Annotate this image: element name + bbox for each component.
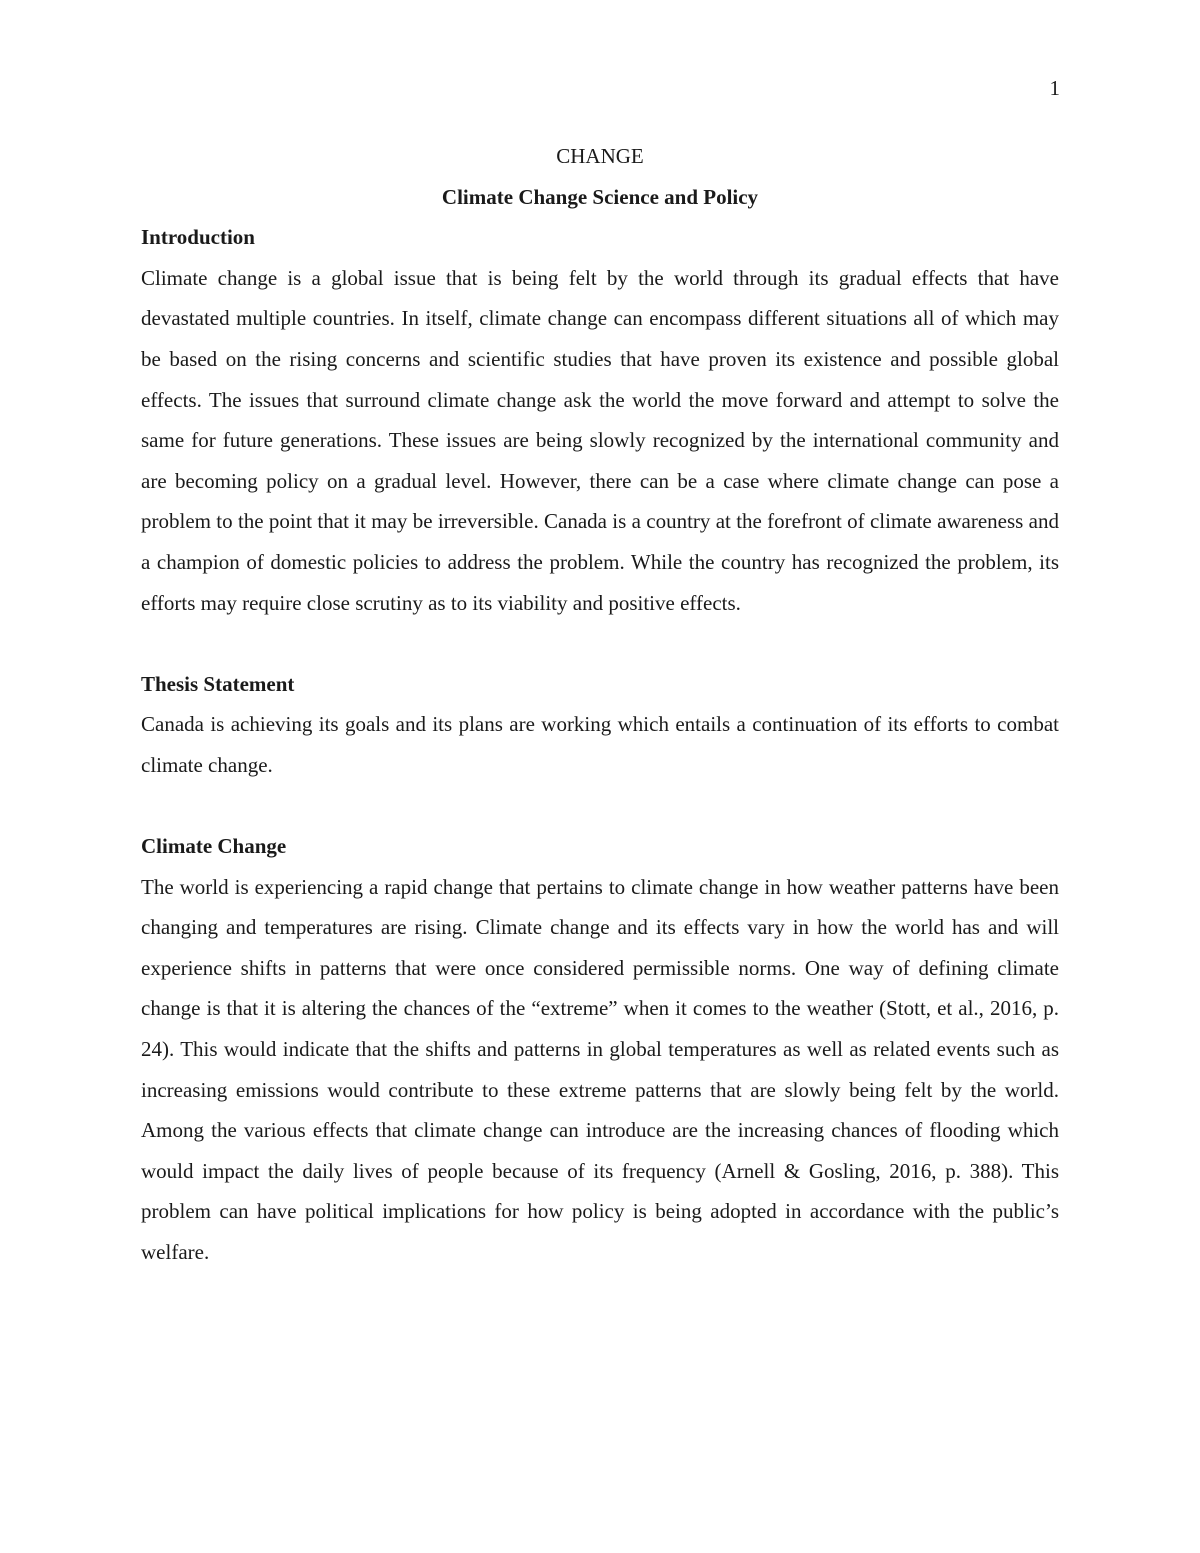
thesis-heading: Thesis Statement — [141, 671, 295, 696]
introduction-heading: Introduction — [141, 225, 255, 250]
page-number: 1 — [1049, 76, 1060, 100]
document-title: Climate Change Science and Policy — [441, 184, 759, 209]
document-body — [141, 136, 1059, 1273]
running-title: CHANGE — [556, 144, 644, 168]
climate-change-paragraph: The world is experiencing a rapid change that pertains to climate change in how weather patterns have been changing and temperatures are rising. Climate change and its effects vary in how the world has and will experience shifts in patterns that were once considered permissible norms. One way of defining climate change is that it is altering the chances of the “extreme” when it comes to the weather (Stott, et al., 2016, p. 24). This would indicate that the shifts and patterns in global temperatures as well as related events such as increasing emissions would contribute to these extreme patterns that are slowly being felt by the world. Among the various effects that climate change can introduce are the increasing chances of flooding which would impact the daily lives of people because of its frequency (Arnell & Gosling, 2016, p. 388). This problem can have political implications for how policy is being adopted in accordance with the public’s welfare. — [141, 874, 1059, 1265]
introduction-paragraph: Climate change is a global issue that is being felt by the world through its gradual effects that have devastated multiple countries. In itself, climate change can encompass different situations all of which may be based on the rising concerns and scientific studies that have proven its existence and possible global effects. The issues that surround climate change ask the world the move forward and attempt to solve the same for future generations. These issues are being slowly recognized by the international community and are becoming policy on a gradual level. However, there can be a case where climate change can pose a problem to the point that it may be irreversible. Canada is a country at the forefront of climate awareness and a champion of domestic policies to address the problem. While the country has recognized the problem, its efforts may require close scrutiny as to its viability and positive effects. — [141, 265, 1059, 615]
thesis-paragraph: Canada is achieving its goals and its plans are working which entails a continuation of its efforts to combat climate change. — [141, 712, 1059, 777]
climate-change-heading: Climate Change — [141, 834, 287, 859]
